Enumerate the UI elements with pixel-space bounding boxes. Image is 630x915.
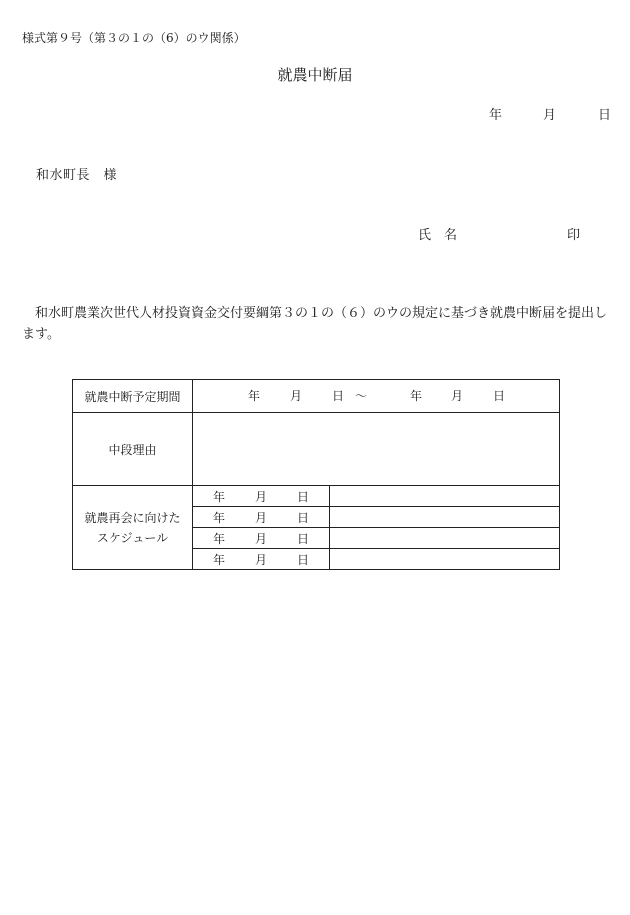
schedule-year: 年 <box>212 489 225 504</box>
document-title: 就農中断届 <box>277 66 353 84</box>
schedule-label <box>73 486 193 570</box>
addressee: 和水町長 様 <box>36 168 118 183</box>
period-label: 就農中断予定期間 <box>73 380 193 413</box>
schedule-year: 年 <box>212 552 225 567</box>
reason-row <box>73 413 560 486</box>
seal-label: 印 <box>567 228 581 243</box>
period-row <box>73 380 560 413</box>
schedule-day: 日 <box>297 510 310 525</box>
name-label: 氏 名 <box>418 228 458 243</box>
reason-field[interactable] <box>193 413 560 486</box>
schedule-content[interactable] <box>330 549 560 570</box>
schedule-day: 日 <box>297 552 310 567</box>
schedule-year: 年 <box>212 531 225 546</box>
schedule-date[interactable] <box>193 549 330 570</box>
schedule-day: 日 <box>297 531 310 546</box>
schedule-month: 月 <box>254 552 267 567</box>
schedule-date[interactable] <box>193 486 330 507</box>
schedule-content[interactable] <box>330 507 560 528</box>
schedule-date[interactable] <box>193 528 330 549</box>
date-year-label: 年 <box>489 108 503 123</box>
date-day-label: 日 <box>598 108 612 123</box>
period-start-month: 月 <box>290 388 303 403</box>
period-value[interactable] <box>193 380 560 413</box>
reason-label: 中段理由 <box>73 413 193 486</box>
period-start-day: 日 <box>332 388 345 403</box>
period-end-year: 年 <box>410 388 423 403</box>
declaration-text: 和水町農業次世代人材投資資金交付要綱第３の１の（６）のウの規定に基づき就農中断届を提出します。 <box>22 306 608 342</box>
schedule-month: 月 <box>254 510 267 525</box>
suspension-form-table <box>72 379 560 570</box>
schedule-label-line2: スケジュール <box>96 530 169 545</box>
schedule-row <box>73 486 560 507</box>
form-number: 様式第９号（第３の１の（6）のウ関係） <box>22 31 246 45</box>
schedule-date[interactable] <box>193 507 330 528</box>
period-start-year: 年 <box>248 388 261 403</box>
schedule-content[interactable] <box>330 528 560 549</box>
period-end-day: 日 <box>493 388 506 403</box>
period-end-month: 月 <box>451 388 464 403</box>
date-month-label: 月 <box>543 108 557 123</box>
period-separator: ～ <box>355 388 368 403</box>
schedule-month: 月 <box>254 531 267 546</box>
schedule-year: 年 <box>212 510 225 525</box>
schedule-day: 日 <box>297 489 310 504</box>
schedule-label-line1: 就農再会に向けた <box>84 510 181 525</box>
schedule-content[interactable] <box>330 486 560 507</box>
schedule-month: 月 <box>254 489 267 504</box>
